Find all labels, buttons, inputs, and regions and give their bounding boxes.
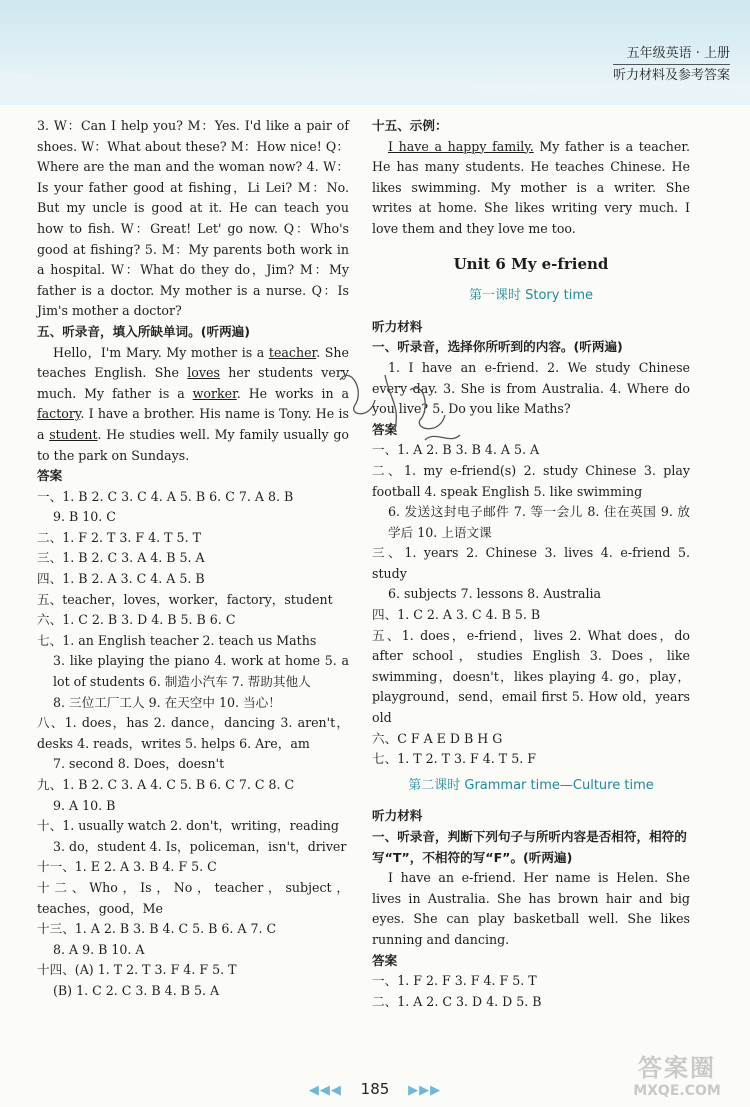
header-section-title: 听力材料及参考答案 xyxy=(612,68,730,83)
answer-line: 九、1. B 2. C 3. A 4. C 5. B 6. C 7. C 8. C xyxy=(37,777,295,792)
answer-line: 一、1. F 2. F 3. F 4. F 5. T xyxy=(372,973,537,989)
unit-title: Unit 6 My e-friend xyxy=(453,254,609,273)
prev-arrows-icon: ◀◀◀ xyxy=(308,1083,342,1098)
passage-text: . She teaches English. She xyxy=(37,344,349,381)
passage-text: her students very much. My father is a xyxy=(37,365,349,401)
header-book-title: 五年级英语 · 上册 xyxy=(626,46,730,61)
blank-word: teacher xyxy=(268,344,317,360)
answer-line: 9. A 10. B xyxy=(53,797,116,813)
section-15-title: 十五、示例： xyxy=(372,118,448,133)
site-watermark xyxy=(617,1048,737,1099)
passage-text: . He works in a xyxy=(236,385,350,401)
lesson-2-question-1-text: I have an e-friend. Her name is Helen. She lives in Australia. She has brown hair and big eyes. She can play basketball well. She likes running and dancing. xyxy=(372,870,690,947)
book-header xyxy=(613,44,730,85)
answer-line: 五、teacher，loves，worker，factory，student xyxy=(37,591,333,607)
lesson-2-title: 第二课时 Grammar time—Culture time xyxy=(408,777,654,793)
right-column xyxy=(372,116,690,1012)
dialogue-transcript: 3. W：Can I help you? M：Yes. I'd like a pair of shoes. W：What about these? M：How nice! Q：Where are the man and the woman now? 4. W：Is your father good at fishing，Li Lei? M：No. But my uncle is good at it. He can teach you how to fish. W：Great! Let' go now. Q：Who's good at fishing? 5. M：My parents both work in a hospital. W：What do they do，Jim? M：My father is a doctor. My mother is a nurse. Q：Is Jim's mother a doctor? xyxy=(37,118,349,319)
answer-line: 七、1. an English teacher 2. teach us Maths xyxy=(37,632,317,648)
lesson-2-question-1-title: 一、听录音，判断下列句子与所听内容是否相符，相符的写“T”，不相符的写“F”。(听两遍) xyxy=(372,829,687,865)
next-arrows-icon: ▶▶▶ xyxy=(408,1083,442,1098)
answer-line: 十一、1. E 2. A 3. B 4. F 5. C xyxy=(37,859,217,875)
answers-label: 答案 xyxy=(372,421,398,437)
answer-line: 三、1. B 2. C 3. A 4. B 5. A xyxy=(37,550,205,566)
answer-line: 8. A 9. B 10. A xyxy=(53,941,145,957)
answer-line: 七、1. T 2. T 3. F 4. T 5. F xyxy=(372,751,536,767)
answer-line: 六、1. C 2. B 3. D 4. B 5. B 6. C xyxy=(37,612,236,628)
answer-line: 6. 发送这封电子邮件 7. 等一会儿 8. 住在英国 9. 放学后 10. 上语文课 xyxy=(388,504,690,540)
answer-line: 十四、(A) 1. T 2. T 3. F 4. F 5. T xyxy=(37,962,237,978)
passage-text: Hello，I'm Mary. My mother is a xyxy=(53,344,269,360)
lesson-1-title: 第一课时 Story time xyxy=(469,288,593,304)
sample-text: My father is a teacher. He has many students. He teaches Chinese. He likes swimming. My mother is a writer. She writes at home. She likes writing very much. I love them and they love me too. xyxy=(372,138,690,236)
answer-line: 十三、1. A 2. B 3. B 4. C 5. B 6. A 7. C xyxy=(37,921,277,937)
answer-line: 6. subjects 7. lessons 8. Australia xyxy=(388,586,602,602)
blank-word: loves xyxy=(187,365,220,381)
watermark-url: MXQE.COM xyxy=(633,1083,721,1099)
blank-word: worker xyxy=(192,385,237,401)
section-15-sample xyxy=(372,137,690,240)
sample-first-sentence: I have a happy family. xyxy=(388,138,534,154)
answer-line: 3. do，student 4. Is，policeman，isn't，driver xyxy=(53,838,347,854)
answer-line: 二、1. my e-friend(s) 2. study Chinese 3. play football 4. speak English 5. like swimming xyxy=(372,462,690,499)
answer-line: 二、1. A 2. C 3. D 4. D 5. B xyxy=(372,993,542,1009)
passage-text: . He studies well. My family usually go to the park on Sundays. xyxy=(37,426,349,463)
blank-word: factory xyxy=(37,406,81,422)
answer-line: (B) 1. C 2. C 3. B 4. B 5. A xyxy=(53,982,220,998)
answer-line: 一、1. B 2. C 3. C 4. A 5. B 6. C 7. A 8. B xyxy=(37,488,294,504)
answer-line: 五、1. does，e-friend，lives 2. What does，do after school，studies English 3. Does，like swimming，doesn't，likes playing 4. go，play，playground，send，email first 5. How old，years old xyxy=(372,627,690,726)
answer-line: 四、1. B 2. A 3. C 4. A 5. B xyxy=(37,571,205,587)
watermark-logo-text: 答案圈 xyxy=(638,1054,716,1082)
header-rule xyxy=(613,64,730,65)
lesson-1-question-1-title: 一、听录音，选择你所听到的内容。(听两遍) xyxy=(372,339,623,355)
answer-line: 八、1. does，has 2. dance，dancing 3. aren't，desks 4. reads，writes 5. helps 6. Are，am xyxy=(37,715,349,751)
lesson-1-question-1-text: 1. I have an e-friend. 2. We study Chinese every day. 3. She is from Australia. 4. Where do you live? 5. Do you like Maths? xyxy=(372,359,690,417)
answer-line: 7. second 8. Does，doesn't xyxy=(53,756,225,772)
answer-line: 3. like playing the piano 4. work at home 5. a lot of students 6. 制造小汽车 7. 帮助其他人 xyxy=(53,653,349,690)
answer-line: 三、1. years 2. Chinese 3. lives 4. e-friend 5. study xyxy=(372,545,690,581)
answers-label: 答案 xyxy=(37,468,63,484)
answers-label: 答案 xyxy=(372,952,398,968)
left-column xyxy=(37,116,349,1002)
listening-label: 听力材料 xyxy=(372,318,423,334)
section-5-passage xyxy=(37,343,349,467)
answer-line: 十、1. usually watch 2. don't，writing，reading xyxy=(37,818,339,834)
blank-word: student xyxy=(49,426,98,442)
listening-label: 听力材料 xyxy=(372,808,423,824)
section-5-title: 五、听录音，填入所缺单词。(听两遍) xyxy=(37,323,251,339)
answer-line: 六、C F A E D B H G xyxy=(372,730,503,746)
handwritten-scrawl xyxy=(330,360,480,450)
page-number: 185 xyxy=(360,1080,390,1098)
answer-line: 一、1. A 2. B 3. B 4. A 5. A xyxy=(372,442,540,458)
answer-line: 8. 三位工厂工人 9. 在天空中 10. 当心！ xyxy=(53,694,281,710)
answer-line: 二、1. F 2. T 3. F 4. T 5. T xyxy=(37,529,201,545)
answer-line: 十二、Who，Is，No，teacher，subject，teaches，good，Me xyxy=(37,879,349,916)
passage-text: . I have a brother. His name is Tony. He is a xyxy=(37,406,349,442)
answer-line: 四、1. C 2. A 3. C 4. B 5. B xyxy=(372,607,541,623)
answer-line: 9. B 10. C xyxy=(53,509,116,525)
